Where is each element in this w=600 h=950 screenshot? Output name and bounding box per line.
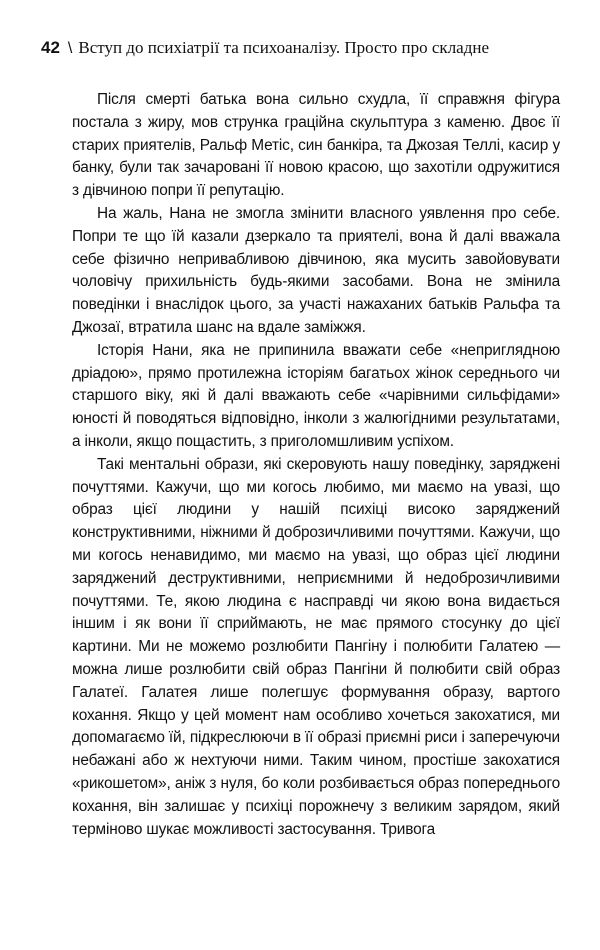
book-title: Вступ до психіатрії та психоаналізу. Просто про складне [78, 38, 490, 57]
running-header [41, 38, 561, 59]
page-number: 42 [41, 38, 60, 57]
header-separator: \ [67, 40, 73, 57]
body-text [72, 89, 560, 841]
paragraph: Такі ментальні образи, які скеровують нашу поведінку, заряджені почуттями. Кажучи, що ми когось любимо, ми маємо на увазі, що образ цієї людини у нашій психіці високо заряджений конструктивними, ніжними й доброзичливими почуттями. Кажучи, що ми когось ненавидимо, ми маємо на увазі, що образ цієї людини заряджений деструктивними, неприємними й недоброзичливими почуттями. Те, якою людина є насправді чи якою вона видається іншим і як вони її сприймають, не має прямого стосунку до цієї картини. Ми не можемо розлюбити Пангіну і полюбити Галатею — можна лише розлюбити свій образ Пангіни й полюбити свій образ Галатеї. Галатея лише полегшує формування образу, вартого кохання. Якщо у цей момент нам особливо хочеться закохатися, ми допомагаємо їй, підкреслюючи в її образі приємні риси і заперечуючи небажані або ж нехтуючи ними. Таким чином, простіше закохатися «рикошетом», аніж з нуля, бо коли розбивається образ попереднього кохання, він залишає у психіці порожнечу з великим зарядом, який терміново шукає можливості застосування. Тривога [72, 455, 560, 838]
paragraph: Після смерті батька вона сильно схудла, її справжня фігура постала з жиру, мов струнка граційна скульптура з каменю. Двоє її старих приятелів, Ральф Метіс, син банкіра, та Джозая Теллі, касир у банку, були так зачаровані її новою красою, що захотіли одружитися з дівчиною попри її репутацію. [72, 91, 560, 200]
paragraph: Історія Нани, яка не припинила вважати себе «неприглядною дріадою», прямо протилежна історіям багатьох жінок середнього чи старшого віку, які й далі вважають себе «чарівними сильфідами» юності й поводяться відповідно, інколи з жалюгідними результатами, а інколи, якщо пощастить, з приголомшливим успіхом. [72, 341, 560, 450]
paragraph: На жаль, Нана не змогла змінити власного уявлення про себе. Попри те що їй казали дзеркало та приятелі, вона й далі вважала себе фізично непривабливою дівчиною, яка мусить завойовувати чоловічу прихильність будь-якими засобами. Вона не змінила поведінки і внаслідок цього, за участі нажаханих батьків Ральфа та Джозаї, втратила шанс на вдале заміжжя. [72, 204, 560, 336]
